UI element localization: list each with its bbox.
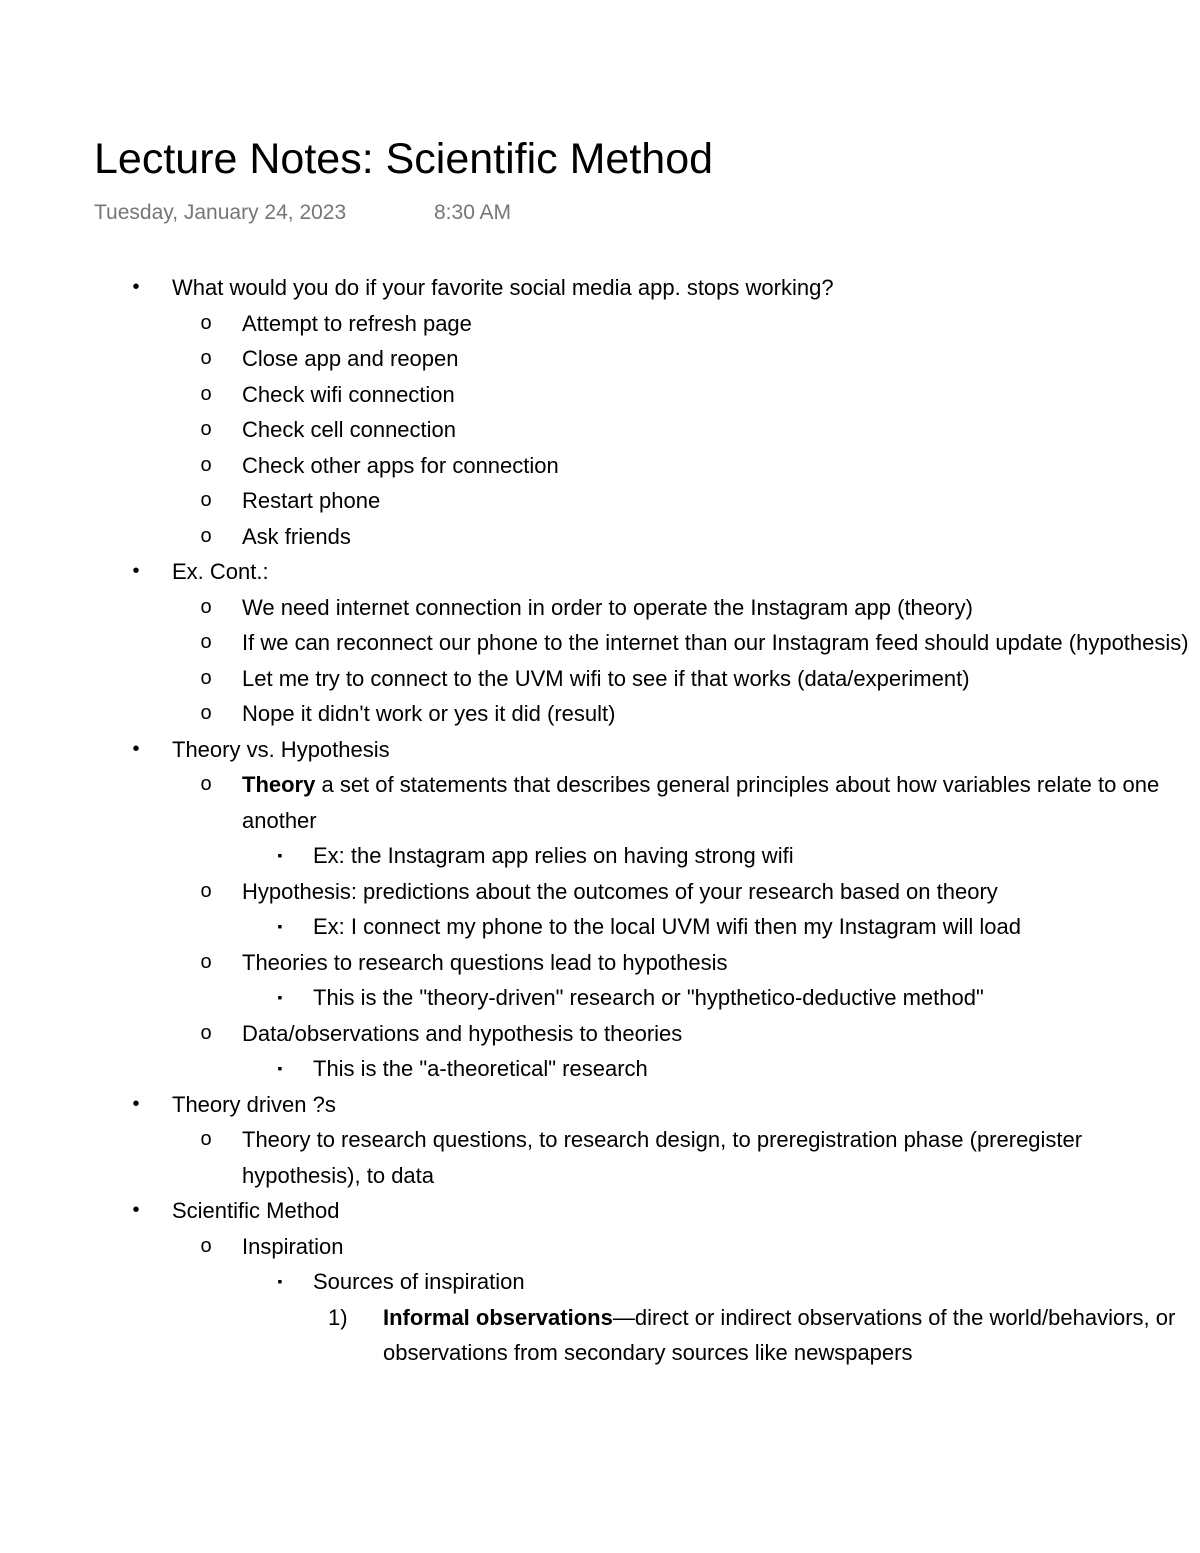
note-text <box>242 448 1200 484</box>
bullet-marker: o <box>200 631 212 653</box>
bullet-marker: o <box>200 524 212 547</box>
note-item-level-2 <box>0 1229 1200 1265</box>
bullet-marker: • <box>132 1199 140 1221</box>
bullet-marker: o <box>200 666 212 689</box>
bullet-marker: ▪ <box>277 847 283 863</box>
note-text <box>172 270 1200 306</box>
note-text-body: Let me try to connect to the UVM wifi to see if that works (data/experiment) <box>242 665 970 691</box>
note-item-level-2 <box>0 519 1200 555</box>
list-number: 1) <box>328 1304 348 1330</box>
note-text-body: If we can reconnect our phone to the internet than our Instagram feed should update (hypothesis) <box>242 630 1189 655</box>
note-item-level-2 <box>0 767 1200 838</box>
bullet-marker: • <box>132 1092 140 1115</box>
note-text <box>242 483 1200 519</box>
note-text <box>383 1300 1200 1371</box>
note-text <box>242 767 1200 838</box>
note-item-level-2 <box>0 1122 1200 1193</box>
bold-term: Informal observations <box>383 1304 613 1330</box>
note-item-level-1 <box>0 1193 1200 1229</box>
note-item-level-2 <box>0 448 1200 484</box>
note-text <box>242 341 1200 377</box>
note-item-level-2 <box>0 1016 1200 1052</box>
note-text-body: Close app and reopen <box>242 346 459 371</box>
note-text <box>242 945 1200 981</box>
note-item-level-2 <box>0 483 1200 519</box>
note-text-body: What would you do if your favorite social media app. stops working? <box>172 275 834 300</box>
note-text-body: Attempt to refresh page <box>242 310 472 336</box>
note-text <box>242 625 1200 661</box>
note-item-level-2 <box>0 661 1200 697</box>
bullet-marker: o <box>200 702 212 724</box>
note-text-body: a set of statements that describes general principles about how variables relate to one another <box>242 772 1160 833</box>
note-item-level-2 <box>0 412 1200 448</box>
note-item-level-2 <box>0 377 1200 413</box>
note-item-level-3 <box>0 980 1200 1016</box>
bullet-marker: o <box>200 489 212 511</box>
bullet-marker: o <box>200 347 212 369</box>
note-text-body: Data/observations and hypothesis to theories <box>242 1020 683 1046</box>
note-text <box>242 306 1200 342</box>
note-text <box>313 1264 1200 1300</box>
note-text <box>242 874 1200 910</box>
bullet-marker: o <box>200 950 212 973</box>
note-text-body: Check cell connection <box>242 417 457 442</box>
note-text <box>313 909 1200 945</box>
bullet-marker: o <box>200 311 212 334</box>
note-item-level-2 <box>0 945 1200 981</box>
note-text <box>172 732 1200 768</box>
bullet-marker: o <box>200 453 212 476</box>
bullet-marker: o <box>200 595 212 618</box>
bullet-marker: o <box>200 382 212 405</box>
note-metadata <box>94 198 512 228</box>
note-text-body: —direct or indirect observations of the world/behaviors, or observations from secondary sources like newspapers <box>383 1304 1176 1365</box>
note-item-level-2 <box>0 306 1200 342</box>
bullet-marker: o <box>200 1234 212 1257</box>
note-item-level-3 <box>0 1264 1200 1300</box>
note-date: Tuesday, January 24, 2023 <box>94 201 347 224</box>
note-text <box>313 838 1200 874</box>
note-item-level-4 <box>0 1300 1200 1371</box>
bullet-marker: • <box>132 737 140 760</box>
bullet-marker: ▪ <box>277 989 283 1005</box>
note-text-body: Sources of inspiration <box>313 1269 525 1294</box>
note-item-level-3 <box>0 1051 1200 1087</box>
bullet-marker: o <box>200 1128 212 1150</box>
note-text-body: Theory vs. Hypothesis <box>172 736 390 762</box>
note-item-level-2 <box>0 625 1200 661</box>
note-text <box>172 1193 1200 1229</box>
bullet-marker: • <box>132 276 140 298</box>
bold-term: Theory <box>242 772 316 797</box>
note-text <box>242 696 1200 732</box>
page-title: Lecture Notes: Scientific Method <box>94 135 714 183</box>
note-text <box>313 1051 1200 1087</box>
note-text <box>242 519 1200 555</box>
note-text <box>242 1016 1200 1052</box>
note-item-level-2 <box>0 696 1200 732</box>
note-text-body: Hypothesis: predictions about the outcomes of your research based on theory <box>242 878 998 904</box>
note-text-body: Restart phone <box>242 488 381 513</box>
note-item-level-2 <box>0 341 1200 377</box>
note-text <box>242 412 1200 448</box>
note-text-body: Ex: the Instagram app relies on having strong wifi <box>313 843 794 868</box>
note-text-body: Theory to research questions, to research design, to preregistration phase (preregister hypothesis), to data <box>242 1127 1083 1188</box>
note-text <box>242 377 1200 413</box>
note-item-level-1 <box>0 1087 1200 1123</box>
note-time: 8:30 AM <box>434 201 512 224</box>
note-item-level-1 <box>0 554 1200 590</box>
bullet-marker: ▪ <box>277 918 283 934</box>
note-item-level-2 <box>0 874 1200 910</box>
note-text <box>242 661 1200 697</box>
note-text-body: Ask friends <box>242 523 351 549</box>
note-item-level-1 <box>0 732 1200 768</box>
note-text-body: Theory driven ?s <box>172 1091 336 1117</box>
bullet-marker: ▪ <box>277 1273 283 1289</box>
note-item-level-2 <box>0 590 1200 626</box>
note-text-body: Inspiration <box>242 1233 344 1259</box>
note-text-body: Check other apps for connection <box>242 452 559 478</box>
bullet-marker: o <box>200 418 212 440</box>
note-text <box>242 590 1200 626</box>
note-text-body: Theories to research questions lead to hypothesis <box>242 949 728 975</box>
note-text <box>172 554 1200 590</box>
note-item-level-3 <box>0 838 1200 874</box>
note-text <box>242 1229 1200 1265</box>
note-text-body: We need internet connection in order to operate the Instagram app (theory) <box>242 594 973 620</box>
note-text-body: This is the "a-theoretical" research <box>313 1056 648 1081</box>
note-text-body: Nope it didn't work or yes it did (result) <box>242 701 616 726</box>
note-item-level-1 <box>0 270 1200 306</box>
bullet-marker: o <box>200 773 212 795</box>
note-text-body: Ex: I connect my phone to the local UVM wifi then my Instagram will load <box>313 914 1021 939</box>
note-text-body: Scientific Method <box>172 1198 340 1223</box>
note-text-body: This is the "theory-driven" research or "hypthetico-deductive method" <box>313 985 984 1010</box>
note-item-level-3 <box>0 909 1200 945</box>
note-text-body: Check wifi connection <box>242 381 455 407</box>
note-text <box>172 1087 1200 1123</box>
bullet-marker: • <box>132 560 140 582</box>
bullet-marker: o <box>200 1021 212 1044</box>
note-text <box>242 1122 1200 1193</box>
note-text-body: Ex. Cont.: <box>172 559 269 584</box>
notes-body <box>0 270 1200 1371</box>
note-text <box>313 980 1200 1016</box>
bullet-marker: o <box>200 879 212 902</box>
bullet-marker: ▪ <box>277 1060 283 1076</box>
